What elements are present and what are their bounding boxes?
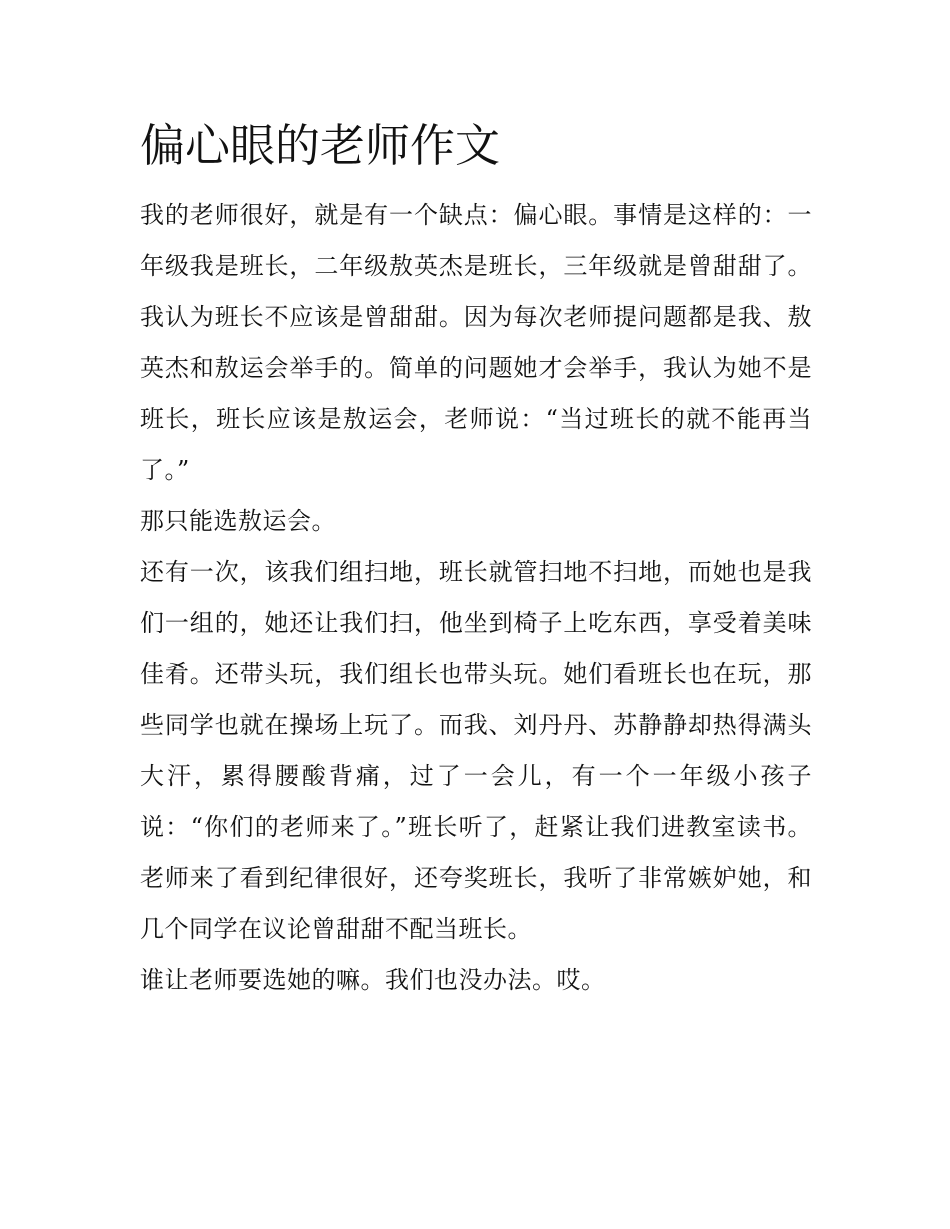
- document-body: [140, 190, 812, 1006]
- paragraph-1: 我的老师很好，就是有一个缺点：偏心眼。事情是这样的：一年级我是班长，二年级敖英杰是班长，三年级就是曾甜甜了。我认为班长不应该是曾甜甜。因为每次老师提问题都是我、敖英杰和敖运会举手的。简单的问题她才会举手，我认为她不是班长，班长应该是敖运会，老师说：“当过班长的就不能再当了。”: [140, 201, 812, 484]
- document-content: [140, 112, 812, 1006]
- paragraph-3: 还有一次，该我们组扫地，班长就管扫地不扫地，而她也是我们一组的，她还让我们扫，他坐到椅子上吃东西，享受着美味佳肴。还带头玩，我们组长也带头玩。她们看班长也在玩，那些同学也就在操场上玩了。而我、刘丹丹、苏静静却热得满头大汗，累得腰酸背痛，过了一会儿，有一个一年级小孩子说：“你们的老师来了。”班长听了，赶紧让我们进教室读书。老师来了看到纪律很好，还夸奖班长，我听了非常嫉妒她，和几个同学在议论曾甜甜不配当班长。: [140, 558, 812, 943]
- paragraph-4: 谁让老师要选她的嘛。我们也没办法。哎。: [140, 966, 606, 994]
- paragraph-2: 那只能选敖运会。: [140, 507, 336, 535]
- document-title: 偏心眼的老师作文: [140, 119, 501, 172]
